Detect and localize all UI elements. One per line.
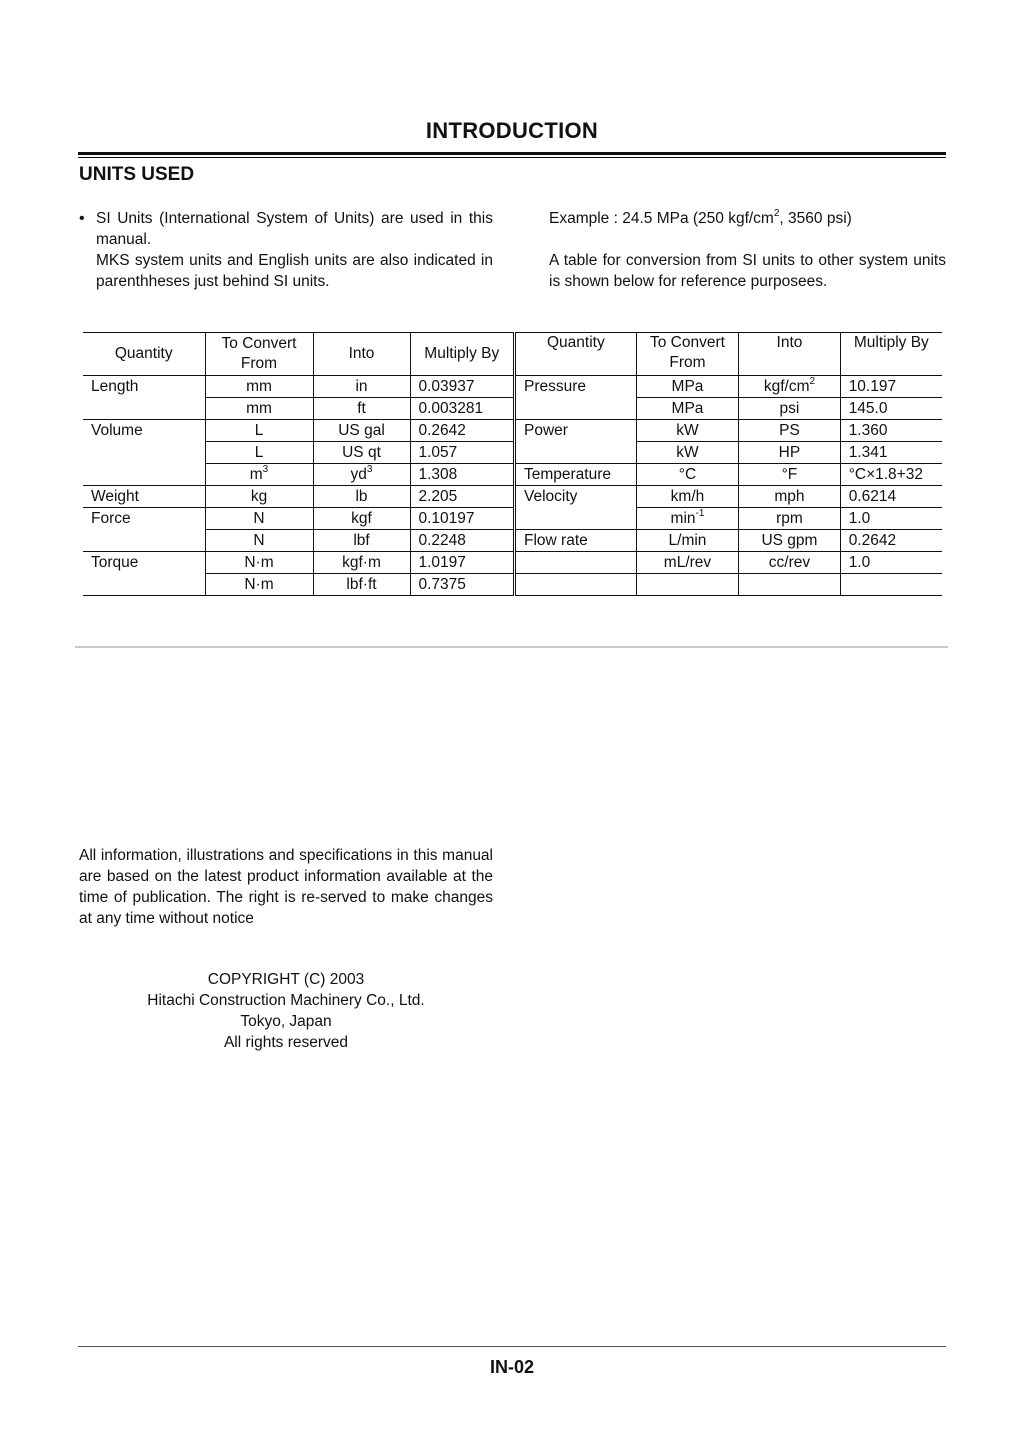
row-from: N [205, 508, 313, 530]
row-factor: 0.2248 [410, 530, 513, 552]
table-row [515, 530, 943, 552]
row-from [205, 464, 313, 486]
row-from: N [205, 530, 313, 552]
table-row [515, 376, 943, 398]
row-factor: 1.341 [840, 442, 942, 464]
row-factor: 1.0197 [410, 552, 513, 574]
table-row [83, 530, 513, 552]
unit-base: yd [350, 466, 367, 483]
row-into: PS [739, 420, 840, 442]
row-factor: 1.057 [410, 442, 513, 464]
row-into: cc/rev [739, 552, 840, 574]
row-from: kg [205, 486, 313, 508]
unit-base: kgf/cm [763, 378, 810, 395]
header-from: To Convert From [636, 333, 738, 376]
row-quantity [515, 442, 637, 464]
table-row [83, 464, 513, 486]
row-quantity [83, 398, 205, 420]
table-row [83, 376, 513, 398]
table-row [515, 442, 943, 464]
row-quantity [83, 530, 205, 552]
table-row [83, 486, 513, 508]
example-sup: 2 [773, 208, 780, 219]
table-row [83, 574, 513, 596]
table-header-row [515, 333, 943, 376]
table-header-row [83, 333, 513, 376]
row-factor: 1.0 [840, 508, 942, 530]
row-into: HP [739, 442, 840, 464]
row-into: US gal [313, 420, 410, 442]
unit-sup: -1 [695, 508, 705, 519]
row-from [636, 574, 738, 596]
row-quantity [515, 398, 637, 420]
row-from: mm [205, 376, 313, 398]
footer-rule [78, 1346, 946, 1347]
row-factor: 0.7375 [410, 574, 513, 596]
row-factor: 0.6214 [840, 486, 942, 508]
row-into [739, 574, 840, 596]
intro-paragraph [96, 208, 493, 292]
row-into: lbf [313, 530, 410, 552]
table-row [83, 398, 513, 420]
row-from: km/h [636, 486, 738, 508]
example-paragraph [549, 208, 946, 292]
row-from: N·m [205, 574, 313, 596]
conversion-table-left [83, 332, 513, 596]
unit-sup: 3 [366, 464, 373, 475]
row-into: mph [739, 486, 840, 508]
row-from: L/min [636, 530, 738, 552]
row-from: MPa [636, 398, 738, 420]
row-factor: °C×1.8+32 [840, 464, 942, 486]
row-quantity [83, 442, 205, 464]
row-into: US gpm [739, 530, 840, 552]
header-quantity: Quantity [515, 333, 637, 376]
row-quantity: Force [91, 510, 131, 528]
unit-base: min [670, 510, 696, 527]
table-row [515, 420, 943, 442]
header-into: Into [739, 333, 840, 376]
row-factor: 1.0 [840, 552, 942, 574]
table-row [83, 420, 513, 442]
section-divider [75, 646, 948, 648]
row-quantity: Length [91, 378, 139, 396]
row-into: °F [739, 464, 840, 486]
row-from: kW [636, 420, 738, 442]
table-row [83, 508, 513, 530]
table-row [515, 398, 943, 420]
row-from: kW [636, 442, 738, 464]
section-title: UNITS USED [79, 164, 195, 185]
header-rule-thick [78, 152, 946, 155]
row-quantity [515, 552, 637, 574]
row-quantity [83, 464, 205, 486]
header-from: To Convert From [205, 333, 313, 376]
row-into: psi [739, 398, 840, 420]
unit-base: m [249, 466, 263, 483]
row-into: kgf·m [313, 552, 410, 574]
row-into: kgf [313, 508, 410, 530]
row-factor [840, 574, 942, 596]
unit-sup: 3 [262, 464, 269, 475]
table-row [515, 508, 943, 530]
header-quantity: Quantity [83, 333, 205, 376]
example-line [549, 208, 946, 229]
row-into: lb [313, 486, 410, 508]
header-into: Into [313, 333, 410, 376]
disclaimer-text: All information, illustrations and specifications in this manual are based on the latest product information available at the time of publication. The right is re-served to make changes at any time without notice [79, 847, 493, 927]
row-factor: 145.0 [840, 398, 942, 420]
row-from: N·m [205, 552, 313, 574]
table-row [515, 486, 943, 508]
row-quantity: Temperature [515, 464, 637, 486]
row-into: rpm [739, 508, 840, 530]
disclaimer-paragraph [79, 845, 493, 929]
row-quantity [515, 508, 637, 530]
intro-line-2: MKS system units and English units are also indicated in parenthheses just behind SI units. [96, 252, 493, 290]
row-into [313, 464, 410, 486]
row-factor: 0.2642 [840, 530, 942, 552]
conversion-note: A table for conversion from SI units to other system units is shown below for reference purposees. [549, 252, 946, 290]
row-from [636, 508, 738, 530]
row-quantity [83, 574, 205, 596]
table-row [83, 442, 513, 464]
row-from: MPa [636, 376, 738, 398]
row-factor: 0.003281 [410, 398, 513, 420]
header-multiply: Multiply By [840, 333, 942, 376]
row-factor: 10.197 [840, 376, 942, 398]
table-row [515, 552, 943, 574]
company-name: Hitachi Construction Machinery Co., Ltd. [147, 992, 425, 1009]
row-from: mL/rev [636, 552, 738, 574]
row-from: °C [636, 464, 738, 486]
row-from: mm [205, 398, 313, 420]
row-quantity: Power [524, 422, 568, 440]
row-quantity [515, 574, 637, 596]
row-quantity: Velocity [524, 488, 578, 506]
row-factor: 0.2642 [410, 420, 513, 442]
row-from: L [205, 442, 313, 464]
example-prefix: Example : 24.5 MPa (250 kgf/cm [549, 210, 774, 227]
row-into: US qt [313, 442, 410, 464]
header-rule-thin [78, 157, 946, 158]
page-number: IN-02 [489, 1357, 534, 1377]
row-quantity: Pressure [524, 378, 587, 396]
row-quantity: Torque [91, 554, 139, 572]
row-quantity: Flow rate [515, 530, 637, 552]
copyright-line: COPYRIGHT (C) 2003 [207, 971, 365, 988]
copyright-block [79, 969, 493, 1053]
row-into [739, 376, 840, 398]
bullet-icon: • [79, 210, 85, 227]
row-into: ft [313, 398, 410, 420]
row-factor: 1.360 [840, 420, 942, 442]
rights-line: All rights reserved [223, 1034, 349, 1051]
unit-sup: 2 [809, 376, 816, 387]
row-factor: 0.10197 [410, 508, 513, 530]
intro-line-1: SI Units (International System of Units) are used in this manual. [96, 210, 493, 248]
row-factor: 1.308 [410, 464, 513, 486]
row-factor: 2.205 [410, 486, 513, 508]
row-from: L [205, 420, 313, 442]
table-row [515, 574, 943, 596]
header-multiply: Multiply By [410, 333, 513, 376]
row-into: lbf·ft [313, 574, 410, 596]
row-quantity: Volume [91, 422, 143, 440]
row-into: in [313, 376, 410, 398]
row-factor: 0.03937 [410, 376, 513, 398]
page-title: INTRODUCTION [425, 118, 599, 143]
table-row [83, 552, 513, 574]
example-suffix: , 3560 psi) [779, 210, 852, 227]
company-location: Tokyo, Japan [240, 1013, 332, 1030]
row-quantity: Weight [83, 486, 205, 508]
conversion-table-right [513, 332, 942, 596]
table-row [515, 464, 943, 486]
